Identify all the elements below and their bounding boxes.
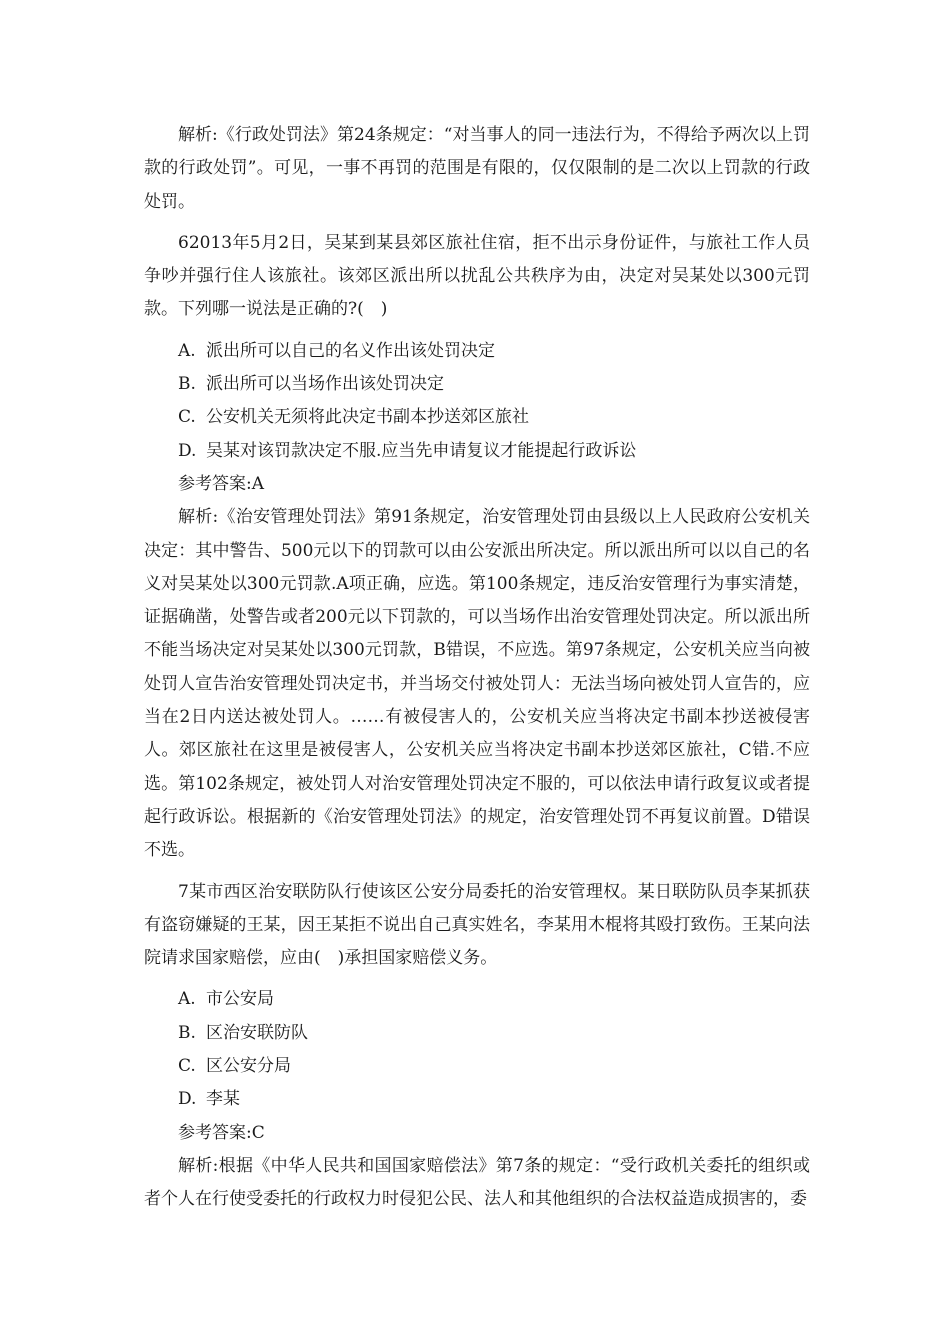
option-letter: D.: [178, 440, 197, 461]
option-letter: A.: [178, 340, 196, 361]
option-d: [144, 1083, 810, 1116]
option-b: [144, 368, 810, 401]
option-a: [144, 983, 810, 1016]
option-letter: D.: [178, 1089, 197, 1110]
option-text: 区公安分局: [206, 1056, 291, 1077]
document-body: [144, 119, 810, 1225]
option-c: [144, 1050, 810, 1083]
option-text: 市公安局: [206, 989, 274, 1010]
option-text: 派出所可以当场作出该处罚决定: [206, 374, 444, 395]
option-b: [144, 1017, 810, 1050]
reference-answer: 参考答案:C: [178, 1122, 265, 1143]
option-letter: A.: [178, 989, 196, 1010]
explanation-paragraph: 解析:《行政处罚法》第24条规定：“对当事人的同一违法行为，不得给予两次以上罚款的行政处罚”。可见，一事不再罚的范围是有限的，仅仅限制的是二次以上罚款的行政处罚。: [144, 125, 810, 212]
reference-answer: 参考答案:A: [178, 473, 265, 494]
option-c: [144, 401, 810, 434]
option-text: 派出所可以自己的名义作出该处罚决定: [206, 340, 495, 361]
explanation-paragraph: 解析:根据《中华人民共和国国家赔偿法》第7条的规定：“受行政机关委托的组织或者个人在行使受委托的行政权力时侵犯公民、法人和其他组织的合法权益造成损害的，委: [144, 1155, 810, 1210]
option-letter: B.: [178, 1022, 196, 1043]
option-text: 吴某对该罚款决定不服.应当先申请复议才能提起行政诉讼: [206, 440, 637, 461]
explanation-paragraph: 解析:《治安管理处罚法》第91条规定，治安管理处罚由县级以上人民政府公安机关决定：其中警告、500元以下的罚款可以由公安派出所决定。所以派出所可以以自己的名义对吴某处以300元罚款.A项正确，应选。第100条规定，违反治安管理行为事实清楚，证据确凿，处警告或者200元以下罚款的，可以当场作出治安管理处罚决定。所以派出所不能当场决定对吴某处以300元罚款，B错误，不应选。第97条规定，公安机关应当向被处罚人宣告治安管理处罚决定书，并当场交付被处罚人：无法当场向被处罚人宣告的，应当在2日内送达被处罚人。……有被侵害人的，公安机关应当将决定书副本抄送被侵害人。郊区旅社在这里是被侵害人，公安机关应当将决定书副本抄送郊区旅社，C错.不应选。第102条规定，被处罚人对治安管理处罚决定不服的，可以依法申请行政复议或者提起行政诉讼。根据新的《治安管理处罚法》的规定，治安管理处罚不再复议前置。D错误不选。: [144, 507, 810, 861]
option-text: 公安机关无须将此决定书副本抄送郊区旅社: [206, 407, 529, 428]
question-paragraph: 62013年5月2日，吴某到某县郊区旅社住宿，拒不出示身份证件，与旅社工作人员争吵并强行住人该旅社。该郊区派出所以扰乱公共秩序为由，决定对吴某处以300元罚款。下列哪一说法是正确的?( ): [144, 232, 810, 320]
option-letter: B.: [178, 374, 196, 395]
option-text: 李某: [206, 1089, 240, 1110]
option-a: [144, 335, 810, 368]
option-d: [144, 435, 810, 468]
option-text: 区治安联防队: [206, 1022, 308, 1043]
question-paragraph: 7某市西区治安联防队行使该区公安分局委托的治安管理权。某日联防队员李某抓获有盗窃嫌疑的王某，因王某拒不说出自己真实姓名，李某用木棍将其殴打致伤。王某向法院请求国家赔偿，应由( )承担国家赔偿义务。: [144, 881, 810, 969]
option-letter: C.: [178, 1056, 196, 1077]
option-letter: C.: [178, 407, 196, 428]
